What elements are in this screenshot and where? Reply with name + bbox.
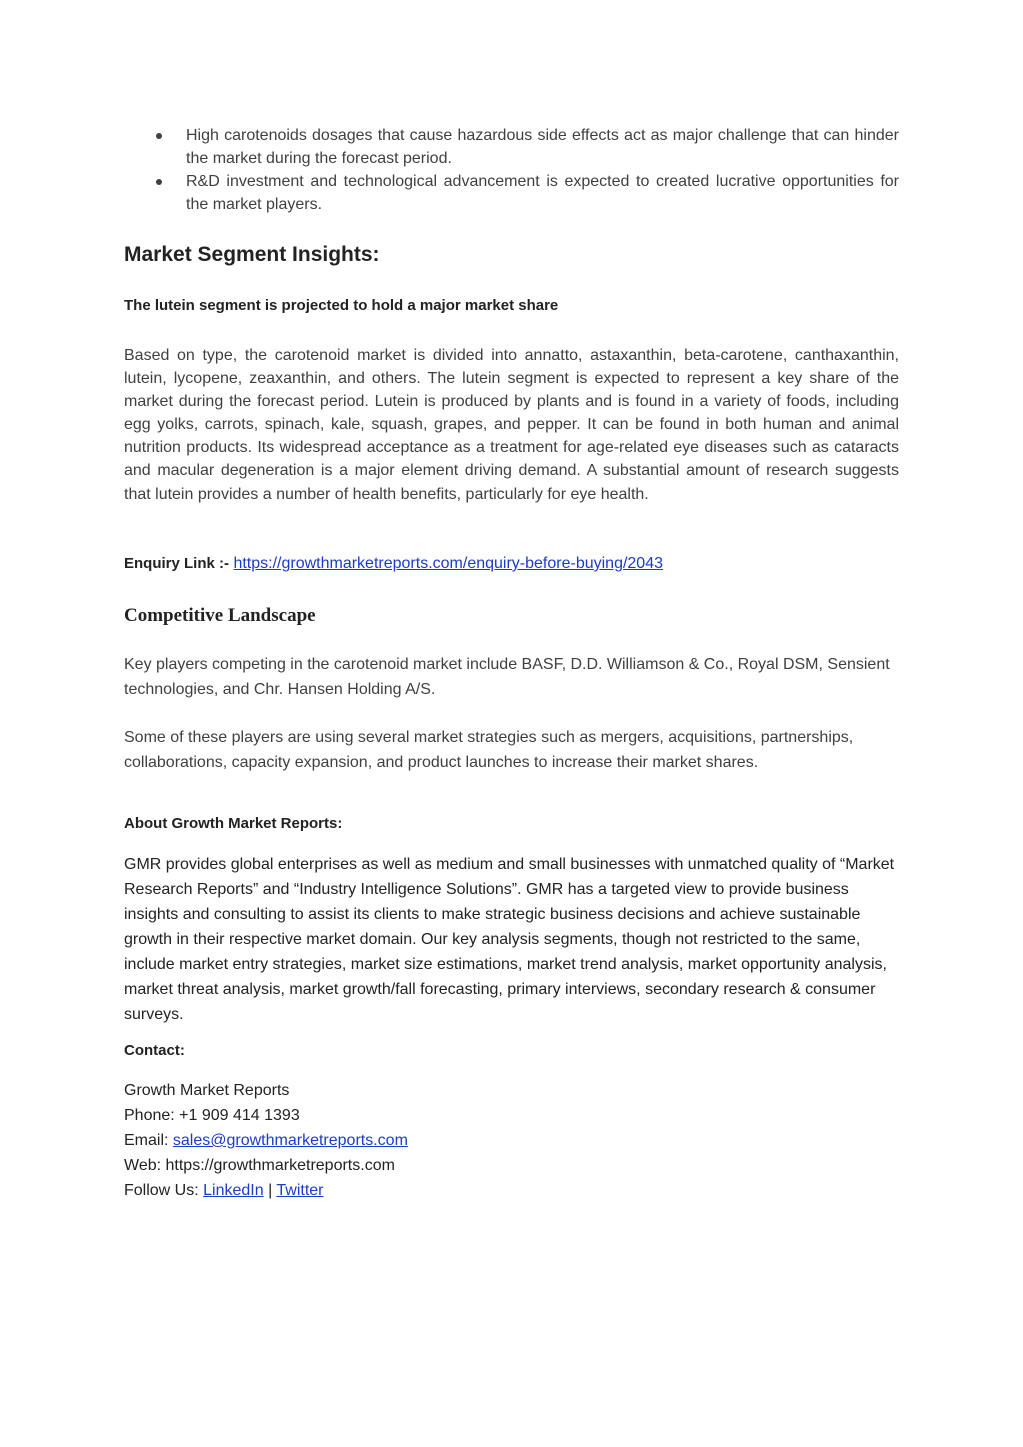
bullet-dot-icon (156, 179, 162, 185)
enquiry-link[interactable]: https://growthmarketreports.com/enquiry-before-buying/2043 (233, 555, 663, 572)
enquiry-line (124, 555, 663, 573)
contact-follow-line (124, 1178, 408, 1203)
bullet-text: High carotenoids dosages that cause hazardous side effects act as major challenge that can hinder the market during the forecast period. (186, 127, 899, 167)
contact-email-line (124, 1128, 408, 1153)
contact-company: Growth Market Reports (124, 1082, 290, 1099)
bullet-text: R&D investment and technological advancement is expected to created lucrative opportunities for the market players. (186, 173, 899, 213)
follow-label: Follow Us: (124, 1182, 204, 1199)
lutein-subheading: The lutein segment is projected to hold a major market share (124, 297, 559, 314)
enquiry-label: Enquiry Link :- (124, 555, 229, 572)
key-players-paragraph: Key players competing in the carotenoid market include BASF, D.D. Williamson & Co., Royal DSM, Sensient technologies, and Chr. Hansen Holding A/S. (124, 656, 890, 698)
twitter-link[interactable]: Twitter (276, 1182, 324, 1199)
contact-web: Web: https://growthmarketreports.com (124, 1157, 395, 1174)
document-page (124, 124, 899, 1199)
linkedin-link[interactable]: LinkedIn (203, 1182, 264, 1199)
link-separator: | (263, 1182, 277, 1199)
about-paragraph: GMR provides global enterprises as well as medium and small businesses with unmatched quality of “Market Research Reports” and “Industry Intelligence Solutions”. GMR has a targeted view to provide business insights and consulting to assist its clients to make strategic business decisions and achieve sustainable growth in their respective market domain. Our key analysis segments, though not restricted to the same, include market entry strategies, market size estimations, market trend analysis, market opportunity analysis, market threat analysis, market growth/fall forecasting, primary interviews, secondary research & consumer surveys. (124, 856, 895, 1023)
email-link[interactable]: sales@growthmarketreports.com (172, 1132, 408, 1149)
bullet-item (124, 124, 899, 170)
contact-block (124, 1078, 408, 1203)
contact-heading: Contact: (124, 1042, 185, 1059)
segment-paragraph: Based on type, the carotenoid market is divided into annatto, astaxanthin, beta-carotene, canthaxanthin, lutein, lycopene, zeaxanthin, and others. The lutein segment is expected to represent a key share of the market during the forecast period. Lutein is produced by plants and is found in a variety of foods, including egg yolks, carrots, spinach, kale, squash, grapes, and pepper. It can be found in both human and animal nutrition products. Its widespread acceptance as a treatment for age-related eye diseases such as cataracts and macular degeneration is a major element driving demand. A substantial amount of research suggests that lutein provides a number of health benefits, particularly for eye health. (124, 347, 899, 503)
strategies-paragraph: Some of these players are using several market strategies such as mergers, acquisitions, partnerships, collaborations, capacity expansion, and product launches to increase their market shares. (124, 729, 854, 771)
competitive-landscape-heading: Competitive Landscape (124, 605, 316, 626)
bullet-dot-icon (156, 133, 162, 139)
challenges-bullet-list (124, 124, 899, 216)
email-label: Email: (124, 1132, 173, 1149)
segment-insights-heading: Market Segment Insights: (124, 243, 380, 266)
contact-phone: Phone: +1 909 414 1393 (124, 1107, 300, 1124)
bullet-item (124, 170, 899, 216)
about-heading: About Growth Market Reports: (124, 815, 343, 832)
